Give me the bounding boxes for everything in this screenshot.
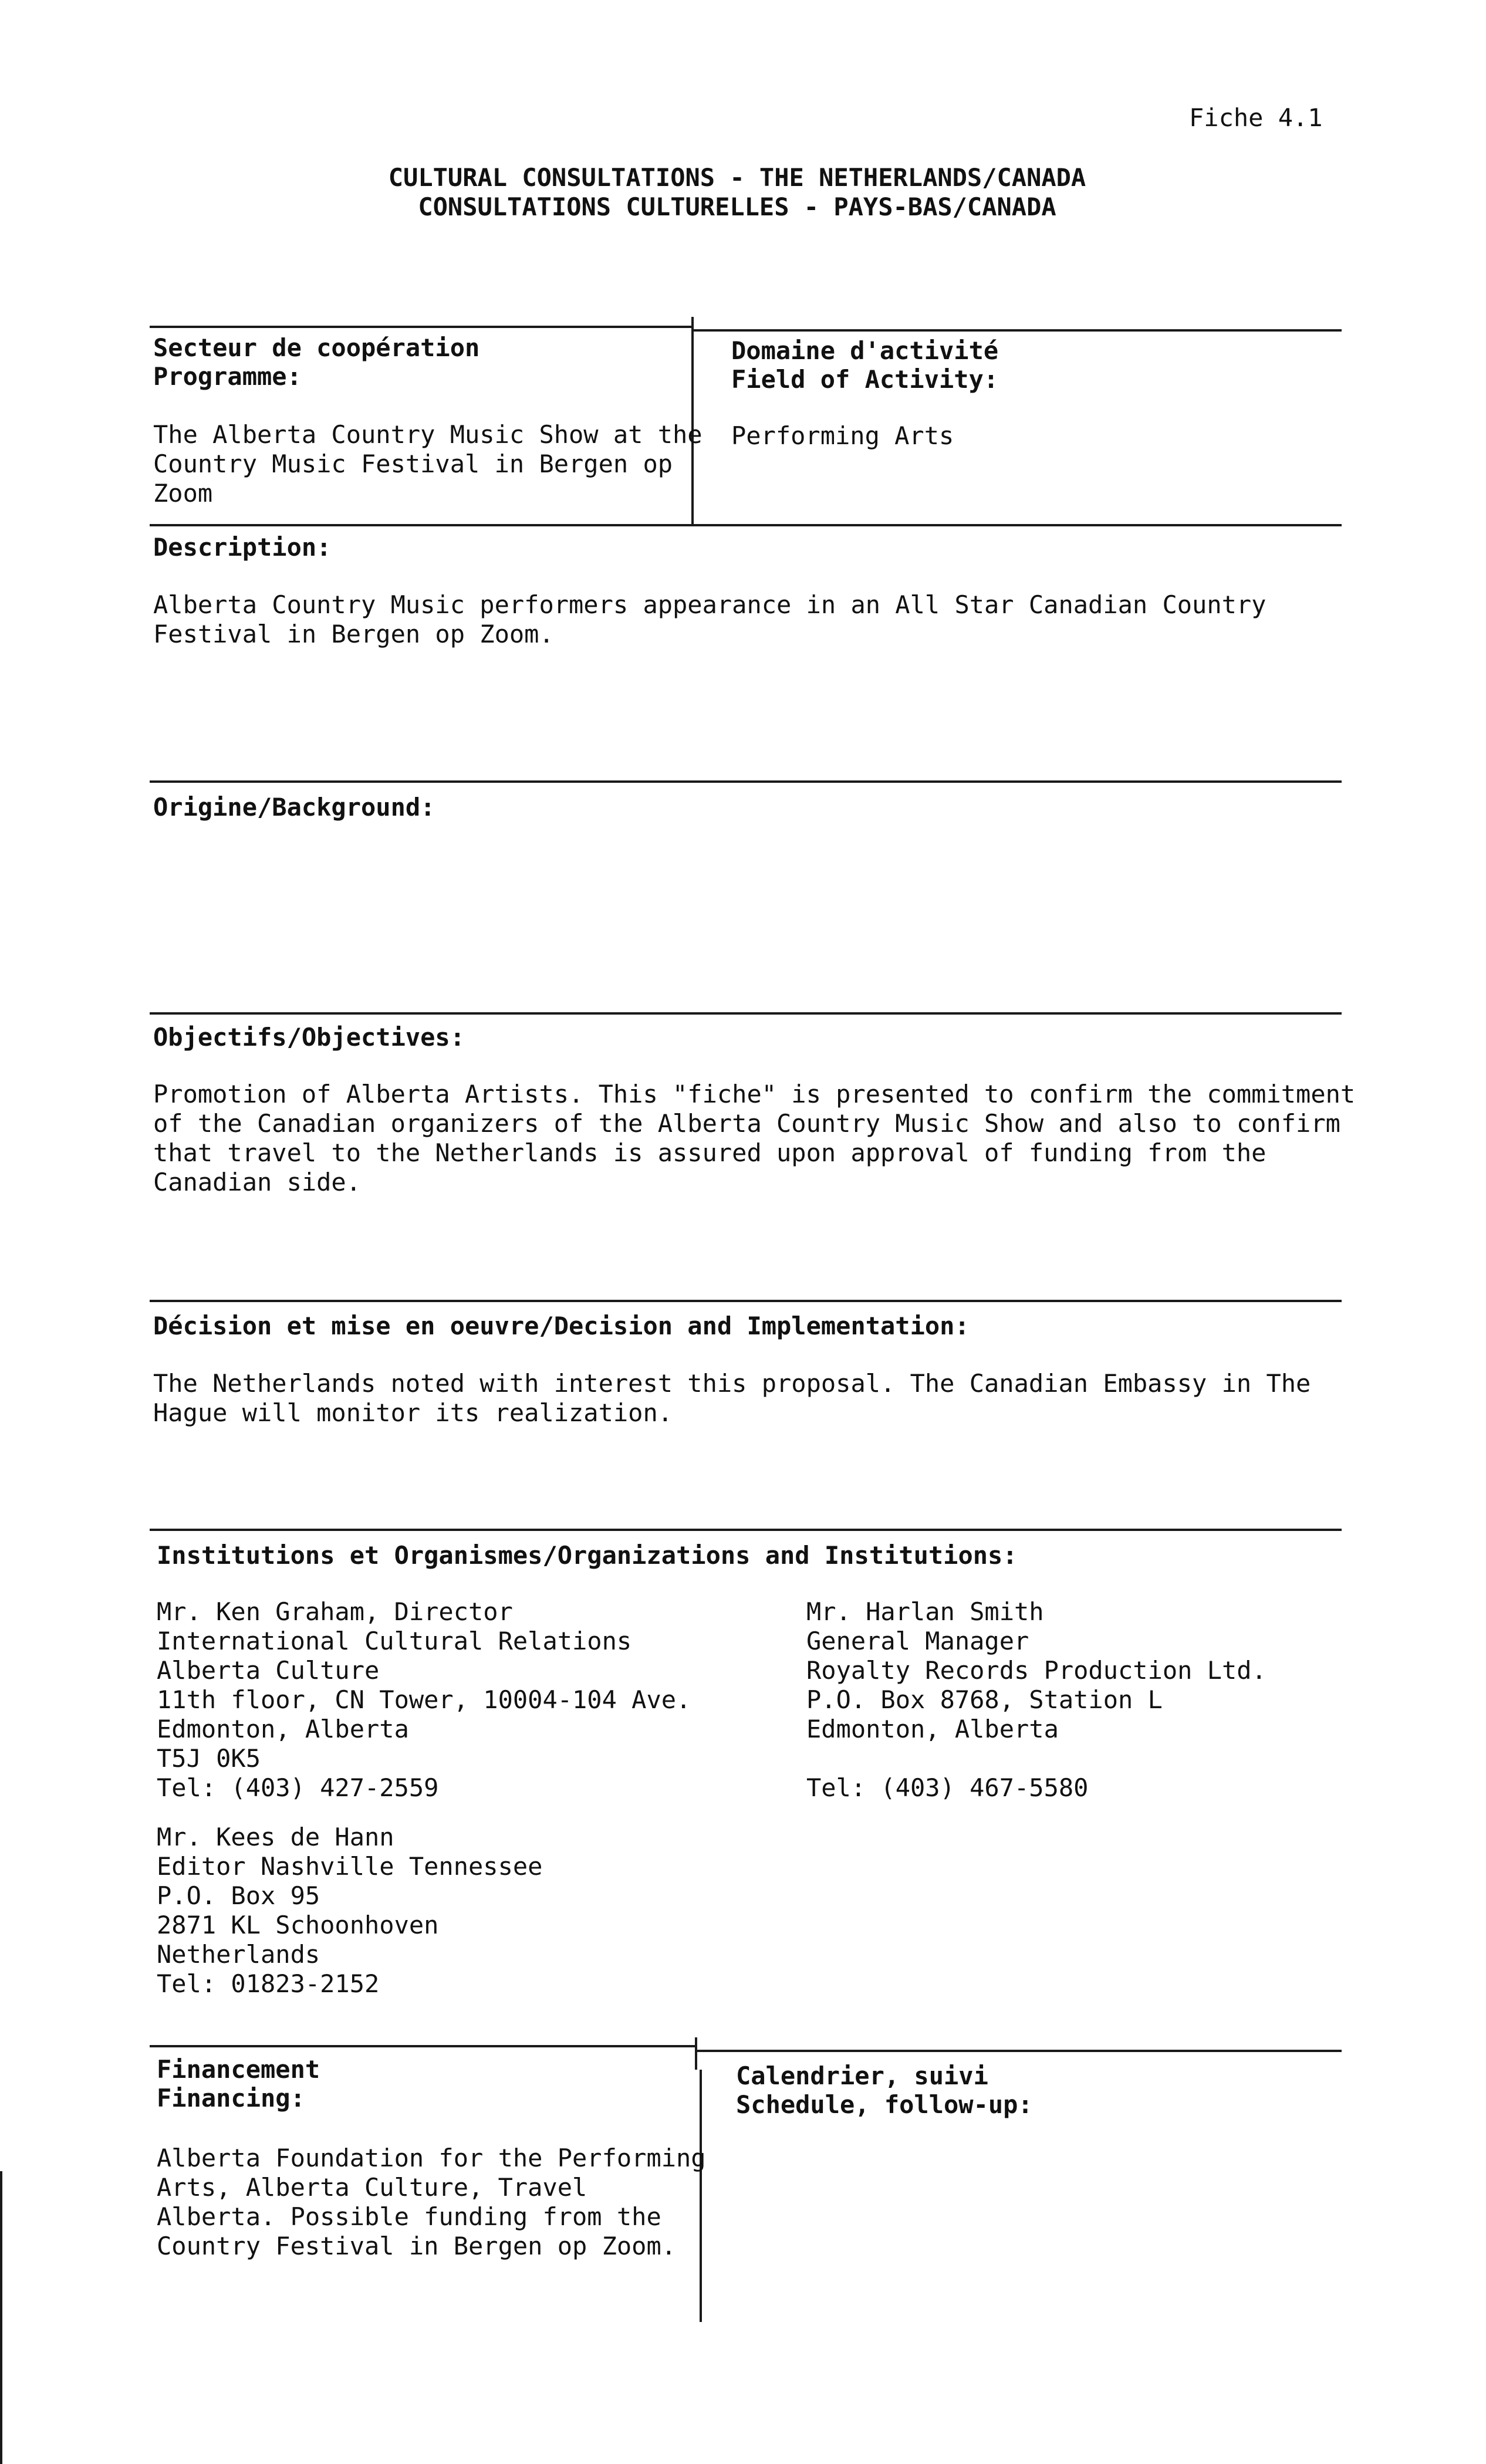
programme-heading-en: Programme:: [153, 362, 302, 391]
programme-heading-fr: Secteur de coopération: [153, 333, 480, 362]
field-heading-en: Field of Activity:: [731, 365, 999, 394]
financing-text: Alberta Foundation for the Performing Arts, Alberta Culture, Travel Alberta. Possible funding from the Country Festival in Bergen op Zoom.: [157, 2144, 706, 2260]
schedule-heading-en: Schedule, follow-up:: [736, 2090, 1033, 2119]
field-heading-fr: Domaine d'activité: [731, 336, 999, 365]
description-heading: Description:: [153, 533, 332, 562]
divider-line: [150, 1012, 1342, 1015]
divider-line: [150, 1300, 1342, 1302]
institutions-heading: Institutions et Organismes/Organizations and Institutions:: [157, 1541, 1018, 1570]
divider-line: [150, 1529, 1342, 1531]
contact-kees-de-hann: Mr. Kees de Hann Editor Nashville Tennessee P.O. Box 95 2871 KL Schoonhoven Netherlands Tel: 01823-2152: [157, 1823, 543, 1998]
programme-text: The Alberta Country Music Show at the Country Music Festival in Bergen op Zoom: [153, 420, 703, 508]
divider-line: [150, 2045, 695, 2047]
divider-line: [692, 329, 1342, 332]
title-french: CONSULTATIONS CULTURELLES - PAYS-BAS/CANADA: [418, 192, 1056, 221]
divider-line: [150, 326, 692, 328]
background-heading: Origine/Background:: [153, 793, 435, 822]
objectives-heading: Objectifs/Objectives:: [153, 1023, 465, 1052]
divider-line: [150, 780, 1342, 783]
description-text: Alberta Country Music performers appearance in an All Star Canadian Country Festival in Bergen op Zoom.: [153, 590, 1267, 648]
contact-ken-graham: Mr. Ken Graham, Director International Cultural Relations Alberta Culture 11th floor, CN Tower, 10004-104 Ave. Edmonton, Alberta T5J 0K5 Tel: (403) 427-2559: [157, 1597, 691, 1802]
fiche-number: Fiche 4.1: [1189, 103, 1323, 132]
column-divider: [695, 2037, 697, 2070]
contact-harlan-smith: Mr. Harlan Smith General Manager Royalty Records Production Ltd. P.O. Box 8768, Station L Edmonton, Alberta Tel: (403) 467-5580: [806, 1597, 1267, 1802]
schedule-heading-fr: Calendrier, suivi: [736, 2061, 988, 2090]
divider-line: [695, 2050, 1342, 2052]
financing-heading-fr: Financement: [157, 2055, 320, 2084]
decision-heading: Décision et mise en oeuvre/Decision and Implementation:: [153, 1312, 970, 1340]
field-text: Performing Arts: [731, 421, 954, 450]
decision-text: The Netherlands noted with interest this proposal. The Canadian Embassy in The Hague will monitor its realization.: [153, 1369, 1311, 1427]
financing-heading-en: Financing:: [157, 2084, 305, 2113]
scan-edge-line: [0, 2171, 2, 2464]
title-english: CULTURAL CONSULTATIONS - THE NETHERLANDS/CANADA: [388, 163, 1086, 192]
objectives-text: Promotion of Alberta Artists. This "fiche" is presented to confirm the commitment of the Canadian organizers of the Alberta Country Music Show and also to confirm that travel to the Netherlands is assured upon approval of funding from the Canadian side.: [153, 1080, 1356, 1196]
divider-line: [150, 524, 1342, 526]
